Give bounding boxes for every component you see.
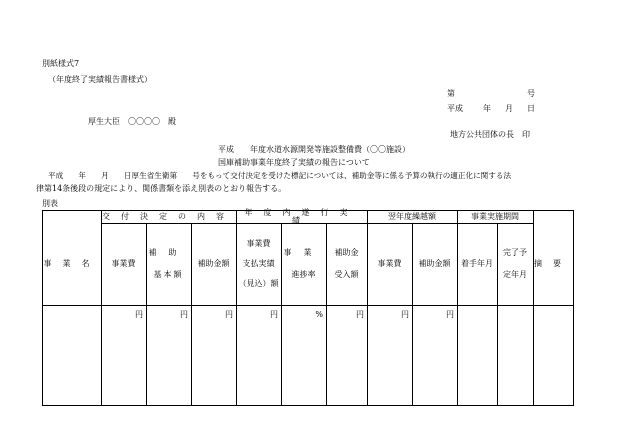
sub-progress-rate-line-2: 進捗率 — [291, 270, 316, 279]
unit-payment-actual: 円 — [270, 310, 278, 319]
sub-completion-month — [497, 223, 533, 305]
header-project-name: 事業名 — [43, 259, 101, 268]
unit-carryover-project-cost: 円 — [401, 310, 409, 319]
date-era: 平成 — [447, 104, 463, 113]
header-carryover: 翌年度繰越額 — [388, 212, 436, 221]
unit-subsidy-amount: 円 — [225, 310, 233, 319]
date-month: 月 — [505, 104, 513, 113]
unit-subsidy-received: 円 — [356, 310, 364, 319]
form-subtitle: （年度終了実績報告書様式） — [48, 75, 152, 84]
sub-progress-rate-line-1: 事業 — [283, 248, 324, 257]
report-table — [42, 210, 574, 406]
sender: 地方公共団体の長 印 — [450, 130, 530, 139]
date-day: 日 — [527, 104, 535, 113]
sub-payment-actual-line-3: （見込）額 — [238, 279, 279, 288]
title-line-1: 平成 年度水道水源開発等施設整備費（〇〇施設） — [218, 145, 410, 154]
sub-subsidy-received-line-1: 補助金 — [334, 248, 359, 257]
sub-base-amount-line-2: 基本額 — [153, 270, 184, 279]
unit-carryover-subsidy: 円 — [446, 310, 454, 319]
sub-payment-actual — [236, 223, 281, 305]
unit-progress-rate: % — [315, 310, 323, 319]
sub-payment-actual-line-1: 事業費 — [246, 239, 271, 248]
unit-project-cost: 円 — [135, 310, 143, 319]
document-number-label: 第 — [447, 89, 455, 98]
header-grant-decision: 交付決定の内容 — [102, 212, 235, 221]
sub-subsidy-received-line-2: 受入額 — [334, 270, 359, 279]
header-remarks: 摘要 — [534, 259, 572, 268]
sub-project-cost: 事業費 — [111, 259, 136, 268]
body-line-2: 律第14条後段の規定により、関係書類を添え別表のとおり報告する。 — [36, 184, 287, 193]
sub-progress-rate — [281, 223, 326, 305]
date-year: 年 — [483, 104, 491, 113]
body-line-1: 平成 年 月 日厚生省生衛第 号をもって交付決定を受けた標記については、補助金等に係る予算の執行の適正化に関する法 — [48, 171, 512, 180]
sub-carryover-subsidy: 補助金額 — [418, 259, 451, 268]
sub-payment-actual-line-2: 支払実績 — [242, 259, 275, 268]
unit-base-amount: 円 — [180, 310, 188, 319]
addressee: 厚生大臣 〇〇〇〇 殿 — [88, 117, 176, 126]
document-number-suffix: 号 — [527, 89, 535, 98]
sub-base-amount — [146, 223, 191, 305]
sub-subsidy-received — [326, 223, 367, 305]
sub-start-month: 着手年月 — [461, 259, 493, 268]
table-caption: 別表 — [42, 199, 58, 208]
form-number: 別紙様式7 — [42, 59, 80, 68]
sub-subsidy-amount: 補助金額 — [197, 259, 230, 268]
title-line-2: 国庫補助事業年度終了実績の報告について — [218, 158, 370, 167]
sub-carryover-project-cost: 事業費 — [377, 259, 402, 268]
sub-base-amount-line-1: 補助 — [148, 248, 189, 257]
sub-completion-month-line-2: 定年月 — [503, 270, 527, 279]
sub-completion-month-line-1: 完了予 — [503, 248, 527, 257]
header-project-period: 事業実施期間 — [471, 212, 519, 221]
header-annual-progress: 年度内遂行実績 — [244, 208, 359, 225]
